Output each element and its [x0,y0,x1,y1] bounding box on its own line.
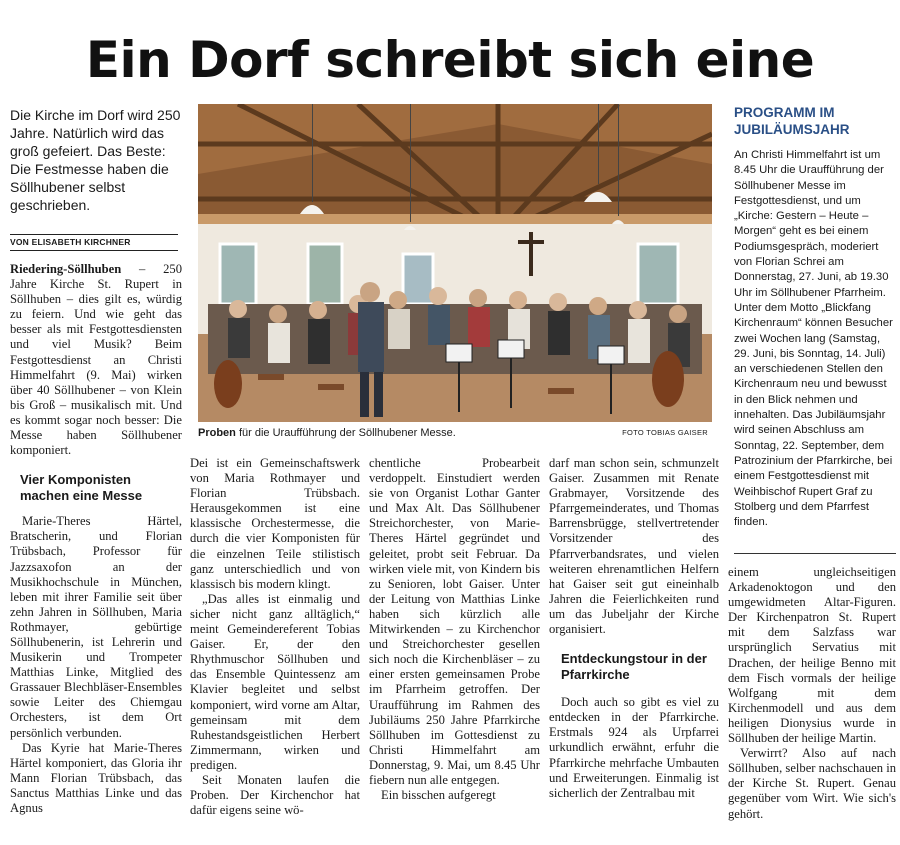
rehearsal-photo [198,104,712,422]
column-1-paragraph-2: Marie-Theres Härtel, Bratscherin, und Florian Trübsbach, Professor für Jazzsaxofon an der Musikhochschule in München, leben mit ihrer Familie seit über zehn Jahren in Söllhuben, Maria Rothmayer, gebürtige Söllhubenerin, ist Lehrerin und Musikerin und Trompeter Matthias Linke, Mitglied des Grassauer Blechbläser-Ensembles sowie Leiter des Chiemgau Orchesters, ist dem Ort persönlich verbunden. [10,514,182,740]
column-3-paragraph-2: Ein bisschen aufgeregt [381,788,496,803]
article-column-4 [549,456,719,801]
column-2-paragraph-2: „Das alles ist einmalig und sicher nicht ganz alltäglich,“ meint Gemeindereferent Tobias Gaiser. Er, der den Rhythmuschor Söllhuben und das Ensemble Quintessenz am Klavier begleitet und selbst komponiert, wird vorne am Altar, gemeinsam mit dem Ruhestandsgeistlichen Herbert Zimmermann, wirken und predigen. [190,591,360,772]
subhead-komponisten: Vier Komponisten machen eine Messe [20,472,143,504]
rehearsal-photo-illustration [198,104,712,422]
byline: VON ELISABETH KIRCHNER [10,234,178,251]
caption-text: für die Uraufführung der Söllhubener Messe. [235,427,456,439]
column-2-paragraph-3: Seit Monaten laufen die Proben. Der Kirchenchor hat dafür eigens seine wö- [190,772,360,818]
column-1-paragraph-3: Das Kyrie hat Marie-Theres Härtel komponiert, das Gloria ihr Mann Florian Trübsbach, das Sanctus Matthias Linke und das Agnus [10,740,182,815]
column-4-paragraph-2: Doch auch so gibt es viel zu entdecken in der Pfarrkirche. Erstmals 924 als Urpfarrei urkundlich erwähnt, erfuhr die Pfarrkirche mehrfache Umbauten und Erweiterungen. Einmalig ist sicherlich der Zentralbau mit [549,695,719,800]
column-5-paragraph-2: Verwirrt? Also auf nach Söllhuben, selber nachschauen in der Kirche St. Rupert. Genau gegenüber vom Wirt. Wie sich's gehört. [728,746,896,821]
column-3-paragraph-1: chentliche Probearbeit verdoppelt. Einstudiert werden sie von Organist Lothar Ganter und Max Alt. Das Söllhubener Streichorchester, von Marie-Theres Härtel gegründet und geleitet, probt seit Februar. Da wirken viele mit, von Kindern bis zu Senioren, lobt Gaiser. Unter der Leitung von Matthias Linke haben sich kürzlich alle Mitwirkenden – zu Kirchenchor und Streichorchester gesellen sich noch die Kirchenbläser – zu einer ersten gemeinsamen Probe im Pfarrheim getroffen. Der Uraufführung im Rahmen des Jubiläums 250 Jahre Pfarrkirche Söllhuben im Gottesdienst zu Christi Himmelfahrt am Donnerstag, 9. Mai, um 8.45 Uhr fiebern nun alle entgegen. [369,456,540,787]
article-column-1 [10,262,182,816]
column-4-paragraph-1: darf man schon sein, schmunzelt Gaiser. Zusammen mit Renate Grabmayer, Vorsitzende des Pfarrgemeinderates, und Thomas Barrensbrügge, stellvertretender Vorsitzender des Pfarrverbandsrates, und vielen weiteren ehrenamtlichen Helfern hat Gaiser seit gut eineinhalb Jahren die Feierlichkeiten rund um das Jubeljahr der Kirche organisiert. [549,456,719,637]
dateline: Riedering-Söllhuben [10,262,122,276]
lead-paragraph: Die Kirche im Dorf wird 250 Jahre. Natürlich wird das groß gefeiert. Das Beste: Die Festmesse haben die Söllhubener selbst geschrieben. [10,107,181,213]
subhead-entdeckungstour: Entdeckungstour in der Pfarrkirche [561,651,707,683]
column-1-paragraph-1 [10,262,182,458]
caption-bold: Proben [198,427,236,439]
headline: Ein Dorf schreibt sich eine [85,31,815,89]
article-column-5 [728,565,896,822]
program-body: An Christi Himmelfahrt ist um 8.45 Uhr die Uraufführung der Söllhubener Messe im Festgottesdienst, und um „Kirche: Gestern – Heute – Morgen“ geht es bei einem Podiumsgespräch, moderiert von Florian Schrei am Donnerstag, 27. Juni, ab 19.30 Uhr im Söllhubener Pfarrheim. Unter dem Motto „Blickfang Kirchenraum“ können Besucher zwei Wochen lang (Samstag, 29. Juni, bis Sonntag, 14. Juli) an verschiedenen Stellen den Kirchenraum neu und bewusst in den Blick nehmen und innehalten. Das Jubiläumsjahr wird seinen Abschluss am Sonntag, 22. September, dem Patrozinium der Pfarrkirche, bei einem Festgottesdienst mit Weihbischof Rupert Graf zu Stolberg und dem Pfarrfest finden. [734,149,893,529]
column-1-paragraph-1-text: – 250 Jahre Kirche St. Rupert in Söllhuben – dies gilt es, würdig zu feiern. Und wie geht das besser als mit Festgottesdiensten und viel Musik? Beim Festgottesdienst an Christi Himmelfahrt (9. Mai) wirken über 40 Söllhubener – von Klein bis Groß – musikalisch mit. Und es kommt sogar noch besser: Die Messe haben Söllhubener komponiert. [10,262,182,458]
article-column-3 [369,456,540,803]
column-2-paragraph-1: Dei ist ein Gemeinschaftswerk von Maria Rothmayer und Florian Trübsbach. Herausgekommen ist eine klassische Orchestermesse, die durch die vier Komponisten für die einzelnen Teile stilistisch ganz unterschiedlich und von klassisch bis modern klingt. [190,456,360,591]
article-column-2 [190,456,360,818]
column-5-paragraph-1: einem ungleichseitigen Arkadenoktogon und den umgewidmeten Altar-Figuren. Der Kirchenpatron St. Rupert mit dem Salzfass war ursprünglich Servatius mit Drachen, der heilige Benno mit dem Fisch vormals der heilige Wolfgang mit dem Kirchenmodell und aus dem heiligen Dionysius wurde in Söllhuben der heilige Martin. [728,565,896,746]
program-title: PROGRAMM IM JUBILÄUMSJAHR [734,105,850,137]
photo-credit: FOTO TOBIAS GAISER [622,428,708,437]
sidebar-divider [734,553,896,554]
photo-caption [198,425,712,441]
